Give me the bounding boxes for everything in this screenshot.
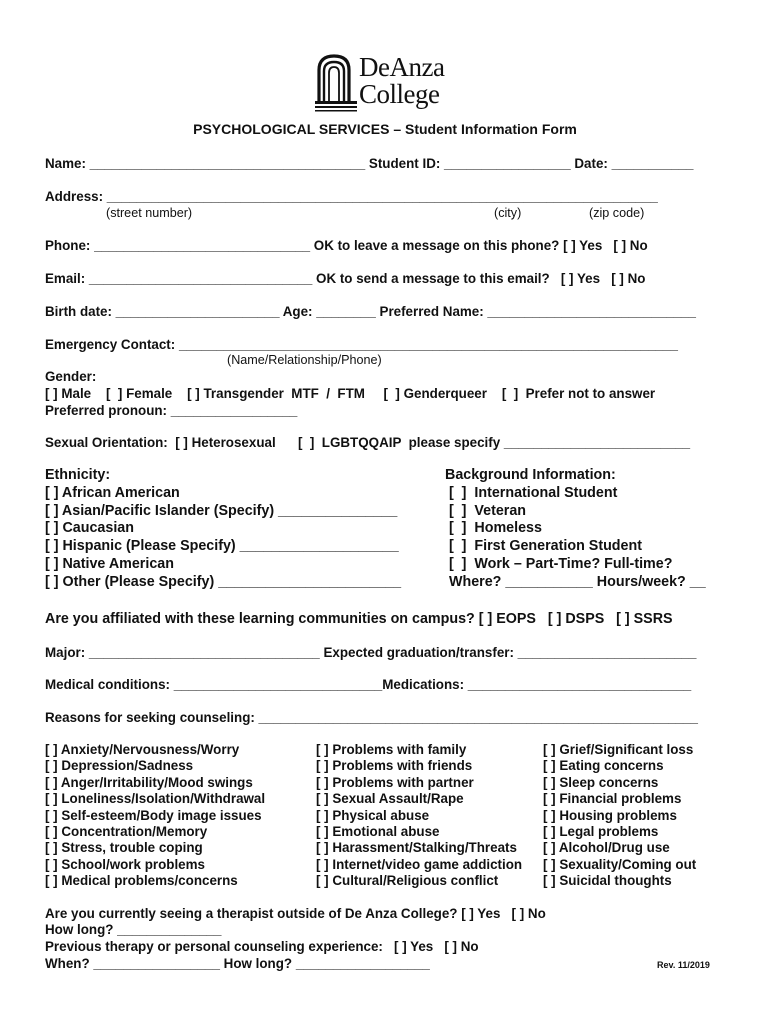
emergency-contact-hint: (Name/Relationship/Phone) xyxy=(227,353,382,367)
reasons-column-2 xyxy=(316,742,522,890)
preferred-pronoun-line[interactable]: Preferred pronoun: _________________ xyxy=(45,403,298,418)
medical-line[interactable]: Medical conditions: ____________________________Medications: ______________________________ xyxy=(45,677,692,692)
ethnicity-option[interactable]: [ ] Other (Please Specify) _______________________ xyxy=(45,573,402,590)
ethnicity-option[interactable]: [ ] Asian/Pacific Islander (Specify) _______________ xyxy=(45,502,398,519)
street-number-hint: (street number) xyxy=(106,206,193,220)
reason-option[interactable]: [ ] Depression/Sadness xyxy=(45,758,194,774)
reason-option[interactable]: [ ] Eating concerns xyxy=(543,758,664,774)
background-option[interactable]: [ ] First Generation Student xyxy=(445,538,642,555)
reason-option[interactable]: [ ] Suicidal thoughts xyxy=(543,873,672,889)
ethnicity-option[interactable]: [ ] Caucasian xyxy=(45,520,134,537)
reason-option[interactable]: [ ] Loneliness/Isolation/Withdrawal xyxy=(45,791,266,807)
reasons-line[interactable]: Reasons for seeking counseling: ___________________________________________________________ xyxy=(45,710,698,725)
reason-option[interactable]: [ ] Concentration/Memory xyxy=(45,824,208,840)
city-hint: (city) xyxy=(494,206,522,220)
reason-option[interactable]: [ ] Sexuality/Coming out xyxy=(543,856,697,872)
reason-option[interactable]: [ ] Emotional abuse xyxy=(316,824,440,840)
reason-option[interactable]: [ ] Stress, trouble coping xyxy=(45,840,203,856)
reason-option[interactable]: [ ] Sexual Assault/Rape xyxy=(316,791,464,807)
reason-option[interactable]: [ ] Legal problems xyxy=(543,824,659,840)
ethnicity-section xyxy=(45,467,401,592)
reason-option[interactable]: [ ] Anxiety/Nervousness/Worry xyxy=(45,742,240,757)
revision-label: Rev. 11/2019 xyxy=(657,960,710,970)
previous-therapy-line[interactable]: Previous therapy or personal counseling experience: [ ] Yes [ ] No xyxy=(45,939,479,954)
reason-option[interactable]: [ ] Self-esteem/Body image issues xyxy=(45,807,262,823)
reason-option[interactable]: [ ] School/work problems xyxy=(45,856,205,872)
background-option[interactable]: [ ] Veteran xyxy=(445,502,527,519)
background-section xyxy=(445,467,706,592)
reason-option[interactable]: [ ] Problems with friends xyxy=(316,758,473,774)
ethnicity-label: Ethnicity: xyxy=(45,467,111,483)
reason-option[interactable]: [ ] Harassment/Stalking/Threats xyxy=(316,840,517,856)
reason-option[interactable]: [ ] Grief/Significant loss xyxy=(543,742,694,757)
name-id-date-line[interactable]: Name: _____________________________________ Student ID: _________________ Date: ___________ xyxy=(45,156,694,171)
zip-code-hint: (zip code) xyxy=(589,206,645,220)
background-option[interactable]: [ ] Homeless xyxy=(445,520,542,537)
ethnicity-option[interactable]: [ ] Native American xyxy=(45,555,174,572)
ethnicity-option[interactable]: [ ] African American xyxy=(45,484,180,501)
background-label: Background Information: xyxy=(445,467,616,483)
emergency-contact-line[interactable]: Emergency Contact: ___________________________________________________________________ xyxy=(45,337,678,352)
reason-option[interactable]: [ ] Internet/video game addiction xyxy=(316,856,523,872)
reason-option[interactable]: [ ] Alcohol/Drug use xyxy=(543,840,670,856)
current-therapist-line[interactable]: Are you currently seeing a therapist outside of De Anza College? [ ] Yes [ ] No xyxy=(45,906,546,921)
reason-option[interactable]: [ ] Physical abuse xyxy=(316,807,430,823)
reason-option[interactable]: [ ] Sleep concerns xyxy=(543,774,659,790)
reason-option[interactable]: [ ] Housing problems xyxy=(543,807,677,823)
gender-label: Gender: xyxy=(45,369,97,384)
birth-date-line[interactable]: Birth date: ______________________ Age: ________ Preferred Name: ____________________________ xyxy=(45,304,696,319)
reason-option[interactable]: [ ] Medical problems/concerns xyxy=(45,873,238,889)
arch-icon xyxy=(313,52,357,114)
reason-option[interactable]: [ ] Financial problems xyxy=(543,791,682,807)
sexual-orientation-line[interactable]: Sexual Orientation: [ ] Heterosexual [ ] LGBTQQAIP please specify _________________________ xyxy=(45,435,691,450)
gender-options[interactable]: [ ] Male [ ] Female [ ] Transgender MTF / FTM [ ] Genderqueer [ ] Prefer not to answer xyxy=(45,386,656,401)
logo-line-1: DeAnza xyxy=(359,52,445,82)
reason-option[interactable]: [ ] Problems with partner xyxy=(316,774,474,790)
major-line[interactable]: Major: _______________________________ Expected graduation/transfer: ________________________ xyxy=(45,645,697,660)
background-option[interactable]: Where? ___________ Hours/week? __ xyxy=(445,573,706,590)
reasons-column-3 xyxy=(543,742,696,890)
reasons-column-1 xyxy=(45,742,265,890)
learning-communities-line[interactable]: Are you affiliated with these learning communities on campus? [ ] EOPS [ ] DSPS [ ] SSRS xyxy=(45,611,673,627)
email-line[interactable]: Email: ______________________________ OK to send a message to this email? [ ] Yes [ ] No xyxy=(45,271,646,286)
form-title: PSYCHOLOGICAL SERVICES – Student Information Form xyxy=(193,121,577,137)
when-how-long-line[interactable]: When? _________________ How long? __________________ xyxy=(45,956,430,971)
how-long-line[interactable]: How long? ______________ xyxy=(45,922,222,937)
phone-line[interactable]: Phone: _____________________________ OK to leave a message on this phone? [ ] Yes [ ] No xyxy=(45,238,648,253)
background-option[interactable]: [ ] International Student xyxy=(445,484,618,501)
background-option[interactable]: [ ] Work – Part-Time? Full-time? xyxy=(445,555,673,572)
reason-option[interactable]: [ ] Problems with family xyxy=(316,742,467,757)
reason-option[interactable]: [ ] Cultural/Religious conflict xyxy=(316,873,499,889)
address-line[interactable]: Address: __________________________________________________________________________ xyxy=(45,189,658,204)
reason-option[interactable]: [ ] Anger/Irritability/Mood swings xyxy=(45,774,253,790)
de-anza-college-logo xyxy=(313,52,463,116)
ethnicity-option[interactable]: [ ] Hispanic (Please Specify) ____________________ xyxy=(45,538,399,555)
logo-line-2: College xyxy=(359,79,440,109)
